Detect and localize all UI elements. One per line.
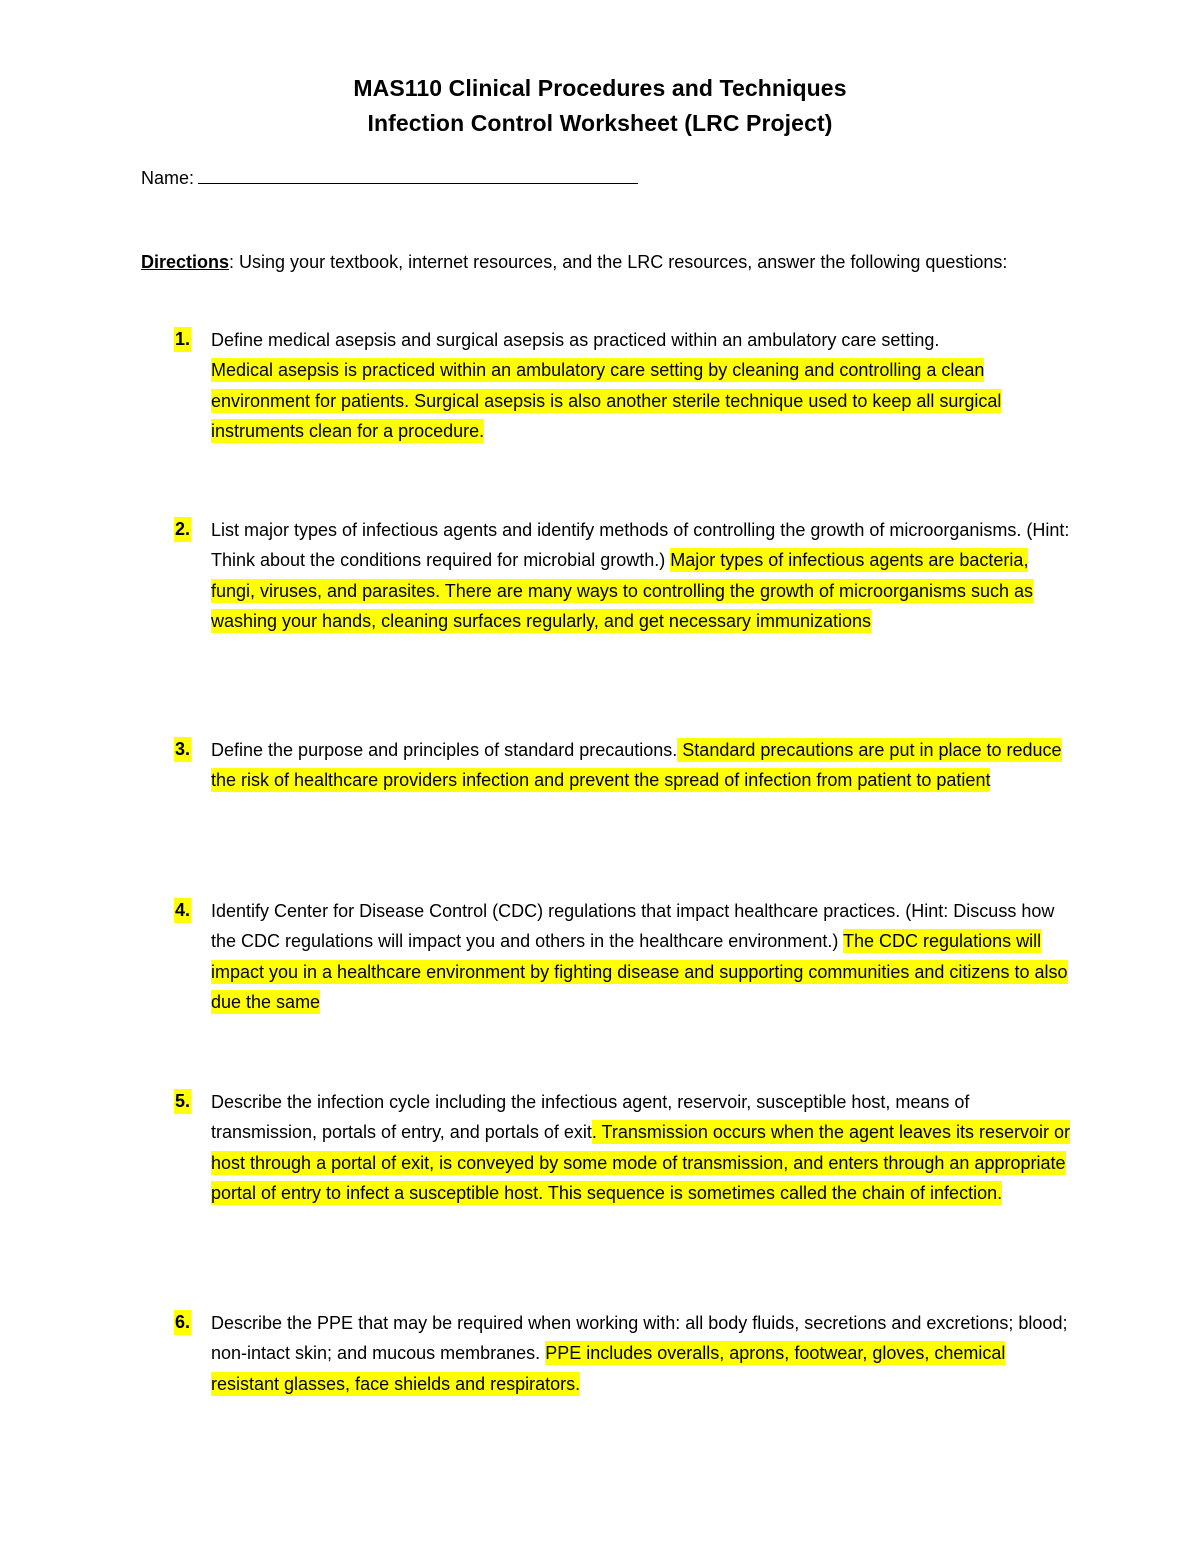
- question-1: [141, 325, 1071, 446]
- document-subtitle: Infection Control Worksheet (LRC Project): [367, 110, 833, 136]
- name-field: [141, 168, 638, 189]
- question-5: [141, 1087, 1071, 1208]
- question-number: 3.: [174, 737, 191, 762]
- document-title: MAS110 Clinical Procedures and Techniques: [353, 75, 847, 101]
- question-answer: Major types of infectious agents are bacteria, fungi, viruses, and parasites. There are many ways to controlling the growth of microorganisms such as washing your hands, cleaning surfaces regularly, and get necessary immunizations: [211, 550, 1034, 631]
- question-number: 1.: [174, 327, 191, 352]
- question-number: 4.: [174, 898, 191, 923]
- question-number: 5.: [174, 1089, 191, 1114]
- question-prompt: Describe the PPE that may be required when working with: all body fluids, secretions and excretions; blood; non-intact skin; and mucous membranes.: [211, 1313, 1068, 1364]
- name-label: Name:: [141, 168, 195, 188]
- question-number: 2.: [174, 517, 191, 542]
- directions-label: Directions: [141, 252, 230, 272]
- question-2: [141, 515, 1071, 636]
- question-6: [141, 1308, 1071, 1399]
- directions-paragraph: [141, 247, 1021, 277]
- question-answer: Medical asepsis is practiced within an ambulatory care setting by cleaning and controlling a clean environment for patients. Surgical asepsis is also another sterile technique used to keep all surgical instruments clean for a procedure.: [211, 360, 1002, 441]
- question-prompt: Identify Center for Disease Control (CDC) regulations that impact healthcare practices. (Hint: Discuss how the CDC regulations will impact you and others in the healthcare environment.): [211, 901, 1055, 952]
- name-blank-line: [198, 168, 638, 184]
- question-prompt: Define the purpose and principles of standard precautions.: [211, 740, 678, 760]
- question-prompt: Define medical asepsis and surgical asepsis as practiced within an ambulatory care setting.: [211, 330, 940, 350]
- question-number: 6.: [174, 1310, 191, 1335]
- question-answer: The CDC regulations will impact you in a healthcare environment by fighting disease and supporting communities and citizens to also due the same: [211, 931, 1068, 1012]
- question-answer: Standard precautions are put in place to reduce the risk of healthcare providers infection and prevent the spread of infection from patient to patient: [211, 740, 1062, 791]
- question-answer: PPE includes overalls, aprons, footwear, gloves, chemical resistant glasses, face shields and respirators.: [211, 1343, 1006, 1394]
- question-prompt: List major types of infectious agents and identify methods of controlling the growth of microorganisms. (Hint: Think about the conditions required for microbial growth.): [211, 520, 1070, 571]
- question-4: [141, 896, 1071, 1017]
- question-answer: . Transmission occurs when the agent leaves its reservoir or host through a portal of exit, is conveyed by some mode of transmission, and enters through an appropriate portal of entry to infect a susceptible host. This sequence is sometimes called the chain of infection.: [211, 1122, 1071, 1203]
- directions-text: : Using your textbook, internet resources, and the LRC resources, answer the following questions:: [229, 252, 1008, 272]
- question-prompt: Describe the infection cycle including the infectious agent, reservoir, susceptible host, means of transmission, portals of entry, and portals of exit: [211, 1092, 970, 1143]
- question-3: [141, 735, 1071, 796]
